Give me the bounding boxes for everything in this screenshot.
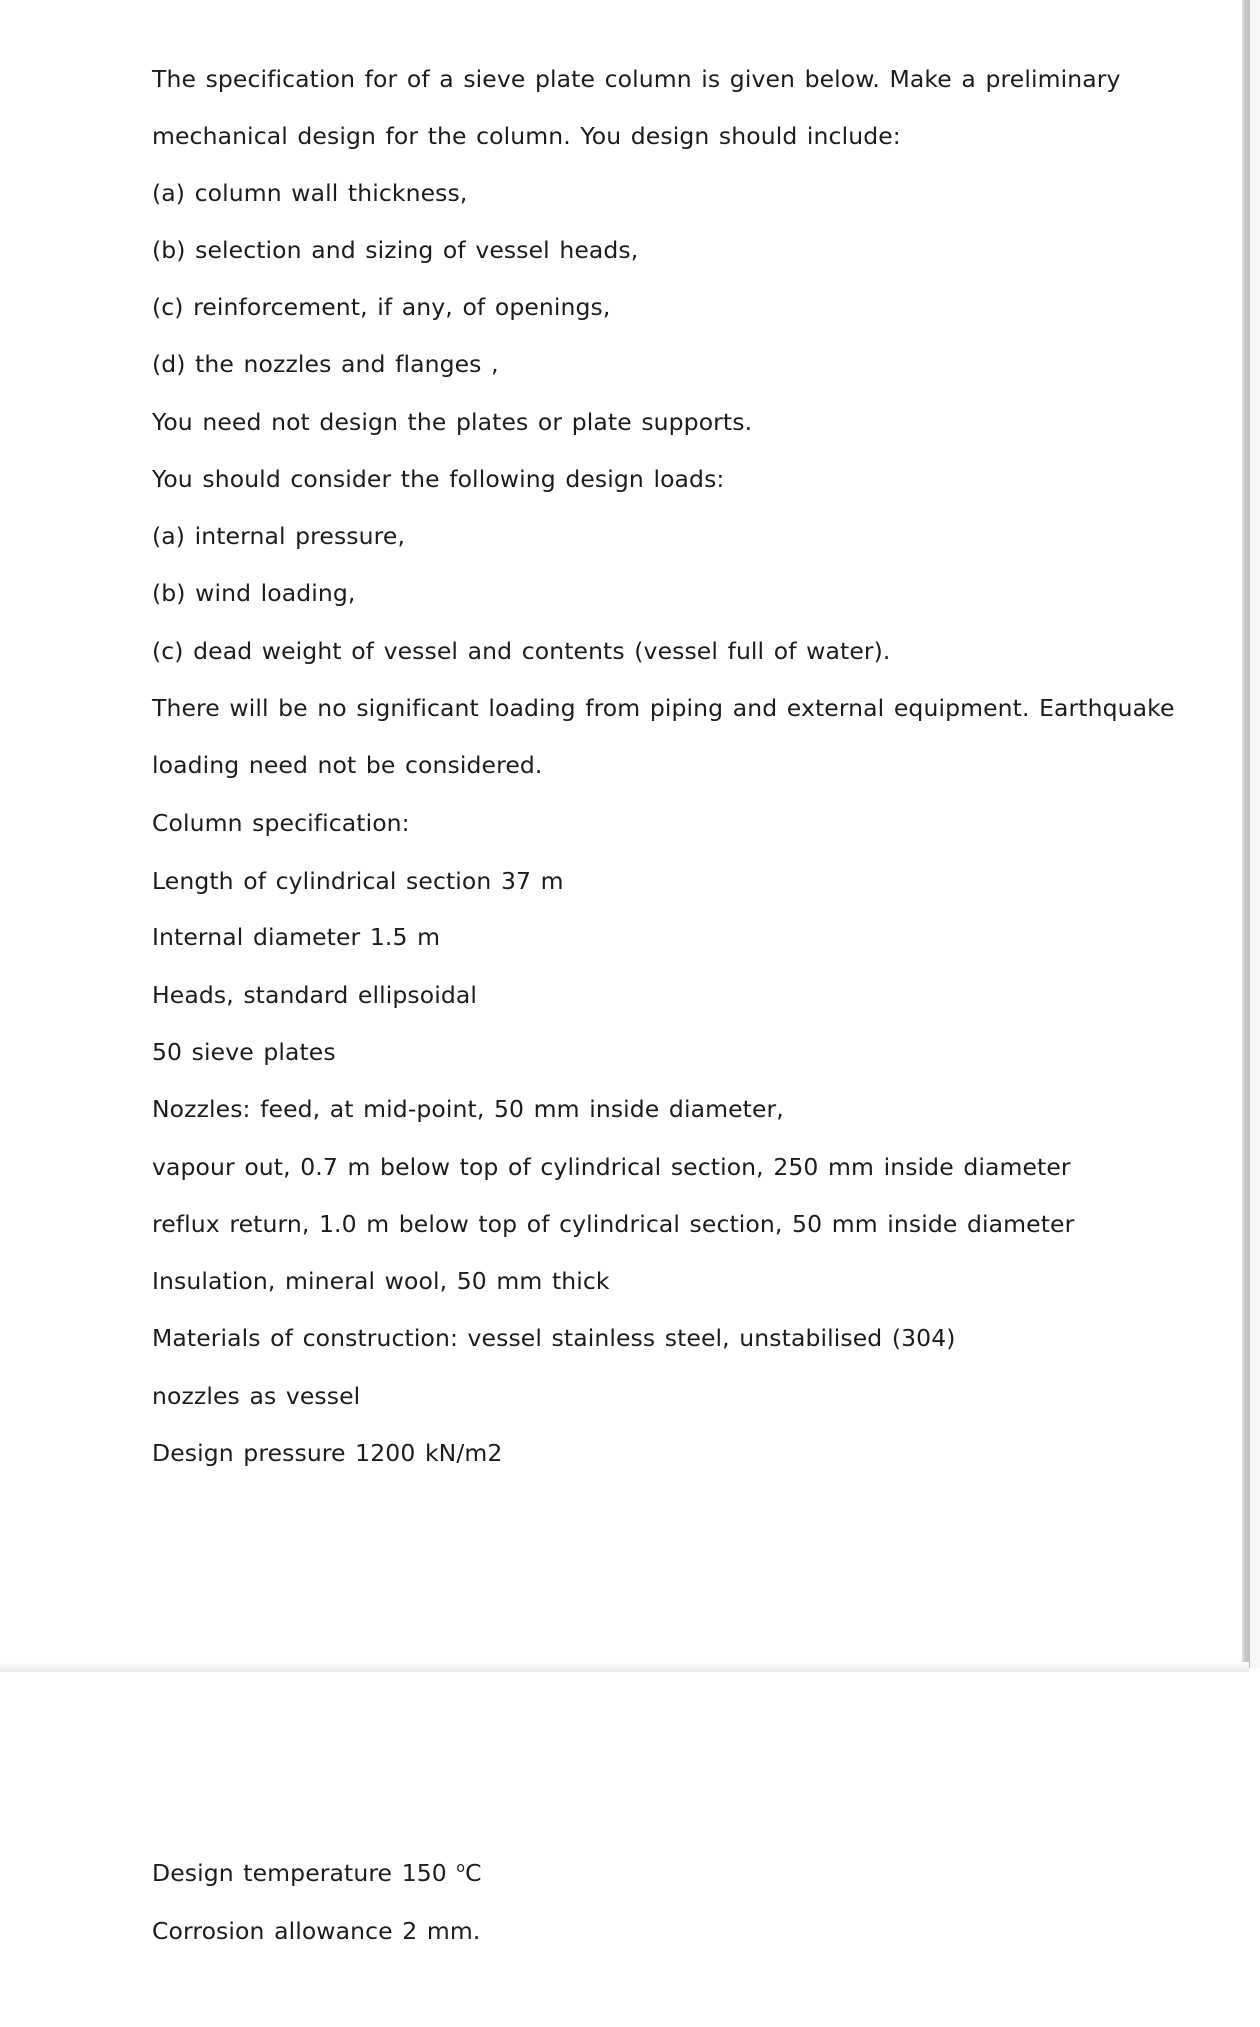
- spec-item: Length of cylindrical section 37 m: [152, 867, 564, 895]
- spec-item: Internal diameter 1.5 m: [152, 923, 441, 951]
- intro-line-2: mechanical design for the column. You design should include:: [152, 122, 901, 150]
- include-item-c: (c) reinforcement, if any, of openings,: [152, 293, 611, 321]
- include-item-a: (a) column wall thickness,: [152, 179, 468, 207]
- degree-symbol: o: [456, 1860, 466, 1876]
- spec-item: 50 sieve plates: [152, 1038, 336, 1066]
- load-item-a: (a) internal pressure,: [152, 522, 406, 550]
- design-temperature: [152, 1858, 482, 1888]
- page-2: [0, 1672, 1260, 2027]
- spec-item: Heads, standard ellipsoidal: [152, 981, 477, 1009]
- load-item-c: (c) dead weight of vessel and contents (vessel full of water).: [152, 637, 891, 665]
- spec-heading: Column specification:: [152, 809, 410, 837]
- page-break-shadow: [0, 1662, 1249, 1672]
- spec-item: Design pressure 1200 kN/m2: [152, 1439, 503, 1467]
- corrosion-allowance: Corrosion allowance 2 mm.: [152, 1917, 481, 1945]
- loads-intro: You should consider the following design loads:: [152, 465, 725, 493]
- loading-note-line-2: loading need not be considered.: [152, 751, 543, 779]
- include-item-b: (b) selection and sizing of vessel heads,: [152, 236, 639, 264]
- include-item-d: (d) the nozzles and flanges ,: [152, 350, 499, 378]
- spec-item: Materials of construction: vessel stainless steel, unstabilised (304): [152, 1324, 956, 1352]
- spec-item: reflux return, 1.0 m below top of cylindrical section, 50 mm inside diameter: [152, 1210, 1075, 1238]
- spec-item: Nozzles: feed, at mid-point, 50 mm inside diameter,: [152, 1095, 784, 1123]
- design-temperature-label: Design temperature 150: [152, 1859, 457, 1887]
- intro-line-1: The specification for of a sieve plate column is given below. Make a preliminary: [152, 65, 1121, 93]
- page-edge-margin: [1250, 0, 1260, 1668]
- spec-item: nozzles as vessel: [152, 1382, 361, 1410]
- design-temperature-unit: C: [465, 1859, 482, 1887]
- load-item-b: (b) wind loading,: [152, 579, 356, 607]
- no-design-note: You need not design the plates or plate supports.: [152, 408, 753, 436]
- spec-item: Insulation, mineral wool, 50 mm thick: [152, 1267, 610, 1295]
- loading-note-line-1: There will be no significant loading from piping and external equipment. Earthquake: [152, 694, 1175, 722]
- page-edge-shadow: [1242, 0, 1250, 1668]
- spec-item: vapour out, 0.7 m below top of cylindrical section, 250 mm inside diameter: [152, 1153, 1071, 1181]
